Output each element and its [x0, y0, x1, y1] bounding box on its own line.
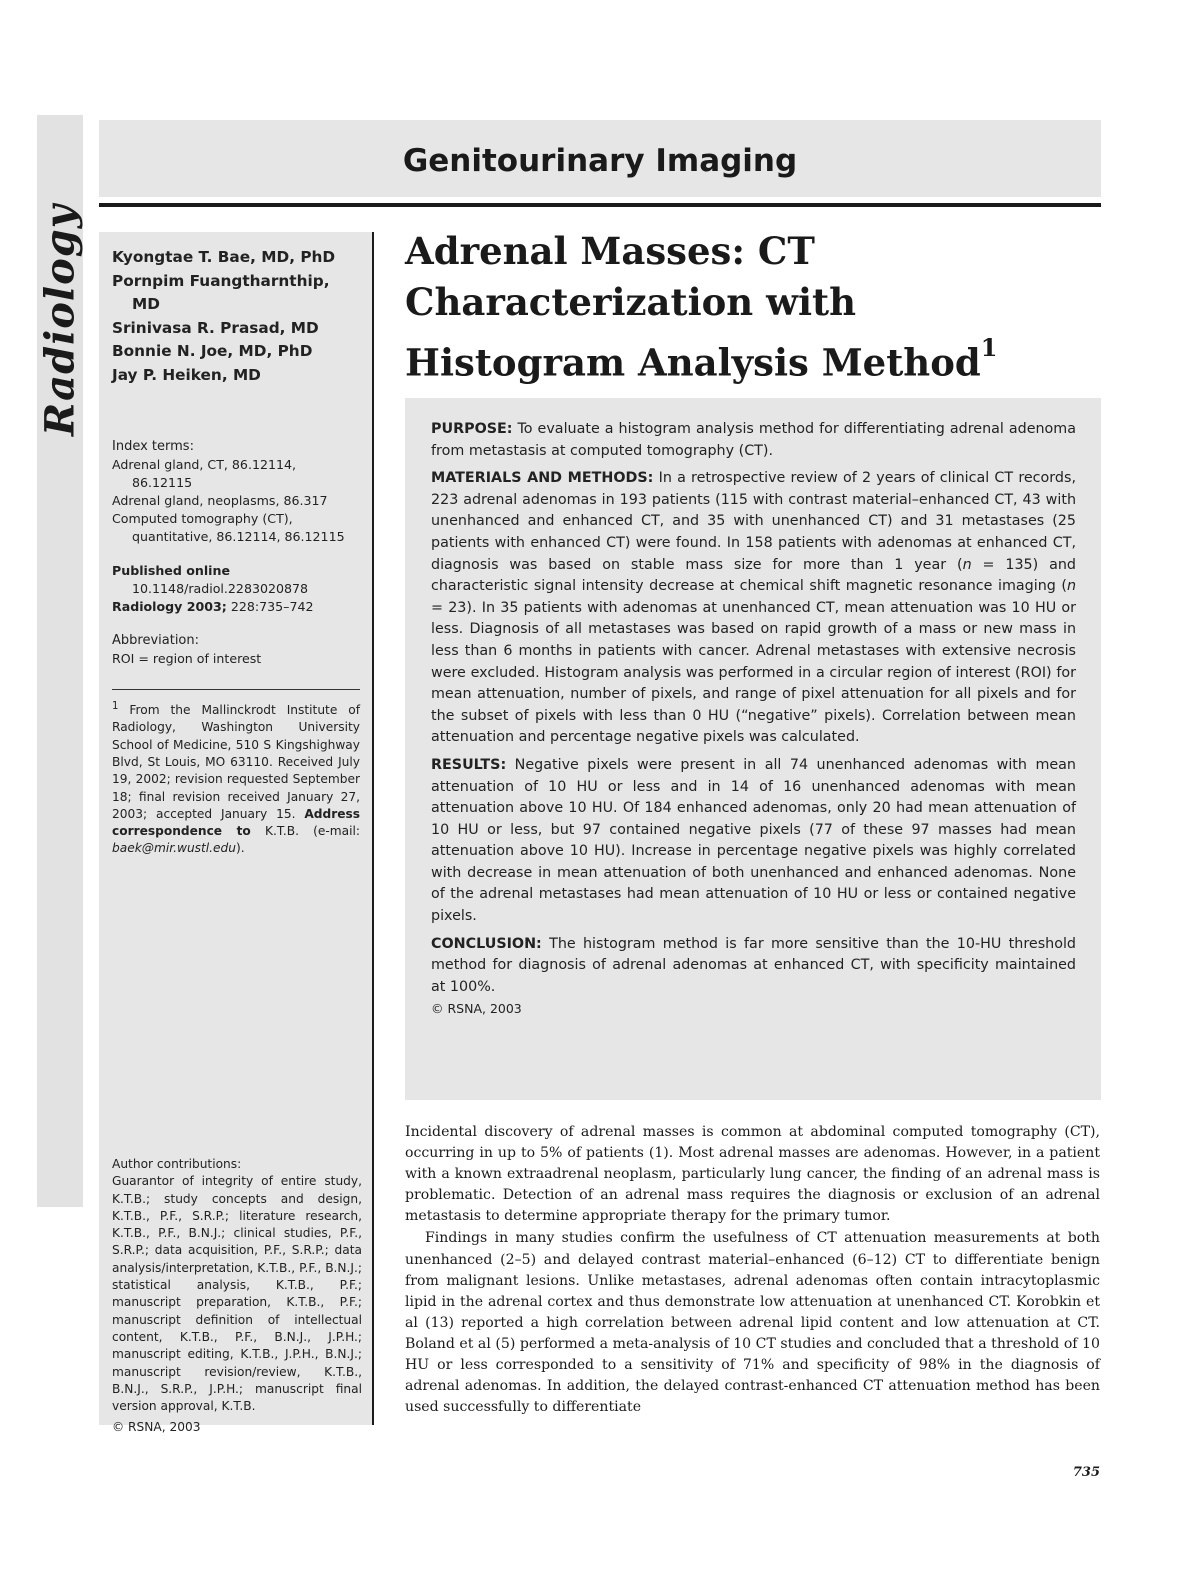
author-list — [112, 246, 364, 388]
abbreviation-text: ROI = region of interest — [112, 651, 262, 666]
abbreviation-heading: Abbreviation: — [112, 633, 200, 648]
section-title: Genitourinary Imaging — [402, 142, 798, 179]
contributions-heading: Author contributions: — [112, 1157, 242, 1171]
contributions-copyright: © RSNA, 2003 — [112, 1420, 201, 1435]
index-terms — [112, 438, 362, 546]
index-term: quantitative, 86.12114, 86.12115 — [132, 529, 345, 544]
column-divider — [372, 232, 374, 1425]
abbreviation-block — [112, 632, 362, 668]
body-paragraph: Incidental discovery of adrenal masses is common at abdominal computed tomography (CT), occurring in up to 5% of patients (1). Most adrenal masses are adenomas. However, in a patient with a known extraadrenal neoplasm, particularly lung cancer, the finding of an adrenal mass is problematic. Detection of an adrenal mass requires the diagnosis or exclusion of an adrenal metastasis to determine appropriate therapy for the primary tumor. — [405, 1124, 1100, 1225]
abstract-box — [405, 398, 1101, 1100]
index-term: 86.12115 — [132, 475, 193, 490]
contributions-text: Guarantor of integrity of entire study, K.T.B.; study concepts and design, K.T.B., P.F., S.R.P.; literature research, K.T.B., P.F., B.N.J.; clinical studies, P.F., S.R.P.; data acquisition, P.F., S.R.P.; data analysis/interpretation, K.T.B., P.F., B.N.J.; statistical analysis, K.T.B., P.F.; manuscript preparation, K.T.B., P.F.; manuscript definition of intellectual content, K.T.B., P.F., B.N.J., J.P.H.; manuscript editing, K.T.B., J.P.H., B.N.J.; manuscript revision/review, K.T.B., B.N.J., S.R.P., J.P.H.; manuscript final version approval, K.T.B. — [112, 1174, 362, 1414]
index-term: Adrenal gland, neoplasms, 86.317 — [112, 493, 328, 508]
article-body — [405, 1122, 1100, 1418]
title-footnote-mark: 1 — [980, 333, 998, 362]
footnote-rule — [112, 689, 360, 690]
page-number: 735 — [1072, 1465, 1100, 1480]
index-terms-heading: Index terms: — [112, 439, 194, 454]
abstract-conclusion: CONCLUSION: The histogram method is far more sensitive than the 10-HU threshold method for diagnosis of adrenal adenomas at enhanced CT, with specificity maintained at 100%. — [431, 935, 1076, 995]
published-online-heading: Published online — [112, 563, 231, 578]
email-link[interactable]: baek@mir.wustl.edu — [112, 841, 237, 856]
author-contributions — [112, 1156, 362, 1437]
author: Kyongtae T. Bae, MD, PhD — [112, 248, 336, 266]
doi-link[interactable]: 10.1148/radiol.2283020878 — [132, 581, 309, 596]
abstract-results: RESULTS: Negative pixels were present in all 74 unenhanced adenomas with mean attenuation of 10 HU or less and in 14 of 16 unenhanced adenomas with mean attenuation above 10 HU. Of 184 enhanced adenomas, only 20 had mean attenuation of 10 HU or less, but 97 contained negative pixels (77 of these 97 masses had mean attenuation above 10 HU). Increase in percentage negative pixels was highly correlated with decrease in mean attenuation of both unenhanced and enhanced adenomas. None of the adrenal metastases had mean attenuation of 10 HU or less or contained negative pixels. — [431, 756, 1076, 925]
header-rule — [99, 203, 1101, 207]
abstract-purpose: PURPOSE: To evaluate a histogram analysis method for differentiating adrenal adenoma from metastasis at computed tomography (CT). — [431, 421, 1076, 459]
author: Jay P. Heiken, MD — [112, 365, 261, 384]
section-banner — [99, 120, 1101, 197]
abstract-copyright: © RSNA, 2003 — [431, 1001, 522, 1017]
index-term: Computed tomography (CT), — [112, 511, 293, 526]
article-title: Adrenal Masses: CT Characterization with Histogram Analysis Method$^1$ — [405, 229, 998, 385]
correspondence-label: Address correspondence to — [112, 806, 360, 839]
citation: Radiology 2003; 228:735–742 — [112, 599, 314, 614]
author: Srinivasa R. Prasad, MD — [112, 318, 319, 337]
publication-info — [112, 562, 362, 616]
abstract-methods: MATERIALS AND METHODS: In a retrospective review of 2 years of clinical CT records, 223 adrenal adenomas in 193 patients (115 with contrast material–enhanced CT, 43 with unenhanced and enhanced CT, and 35 with unenhanced CT) and 31 metastases (25 patients with enhanced CT) were found. In 158 patients with adenomas at enhanced CT, diagnosis was based on stable mass size for more than 1 year (n = 135) and characteristic signal intensity decrease at chemical shift magnetic resonance imaging (n = 23). In 35 patients with adenomas at unenhanced CT, mean attenuation was 10 HU or less. Diagnosis of all metastases was based on rapid growth of a mass or new mass in less than 6 months in patients with cancer. Adrenal metastases with extensive necrosis were excluded. Histogram analysis was performed in a circular region of interest (ROI) for mean attenuation, number of pixels, and range of pixel attenuation for all pixels and for the subset of pixels with less than 0 HU (“negative” pixels). Correlation between mean attenuation and percentage negative pixels was calculated. — [431, 470, 1076, 746]
body-paragraph: Findings in many studies confirm the usefulness of CT attenuation measurements at both unenhanced (2–5) and delayed contrast material–enhanced (6–12) CT to differentiate benign from malignant lesions. Unlike metastases, adrenal adenomas often contain intracytoplasmic lipid in the adrenal cortex and thus demonstrate low attenuation at unenhanced CT. Korobkin et al (13) reported a high correlation between adrenal lipid content and low attenuation at CT. Boland et al (5) performed a meta-analysis of 10 CT studies and concluded that a threshold of 10 HU or less corresponded to a sensitivity of 71% and specificity of 98% in the diagnosis of adrenal adenomas. In addition, the delayed contrast-enhanced CT attenuation method has been used successfully to differentiate — [405, 1230, 1100, 1416]
author-continuation: MD — [132, 295, 160, 314]
affiliation-footnote: $^1$ From the Mallinckrodt Institute of Radiology, Washington University School of Medicine, 510 S Kingshighway Blvd, St Louis, MO 63110. Received July 19, 2002; revision requested September 18; final revision received January 27, 2003; accepted January 15. Address correspondence to K.T.B. (e-mail: baek@mir.wustl.edu). — [112, 701, 360, 856]
journal-name-vertical: Radiology — [36, 203, 84, 437]
author: Pornpim Fuangtharnthip, — [112, 271, 330, 290]
author: Bonnie N. Joe, MD, PhD — [112, 342, 313, 361]
index-term: Adrenal gland, CT, 86.12114, — [112, 457, 297, 472]
